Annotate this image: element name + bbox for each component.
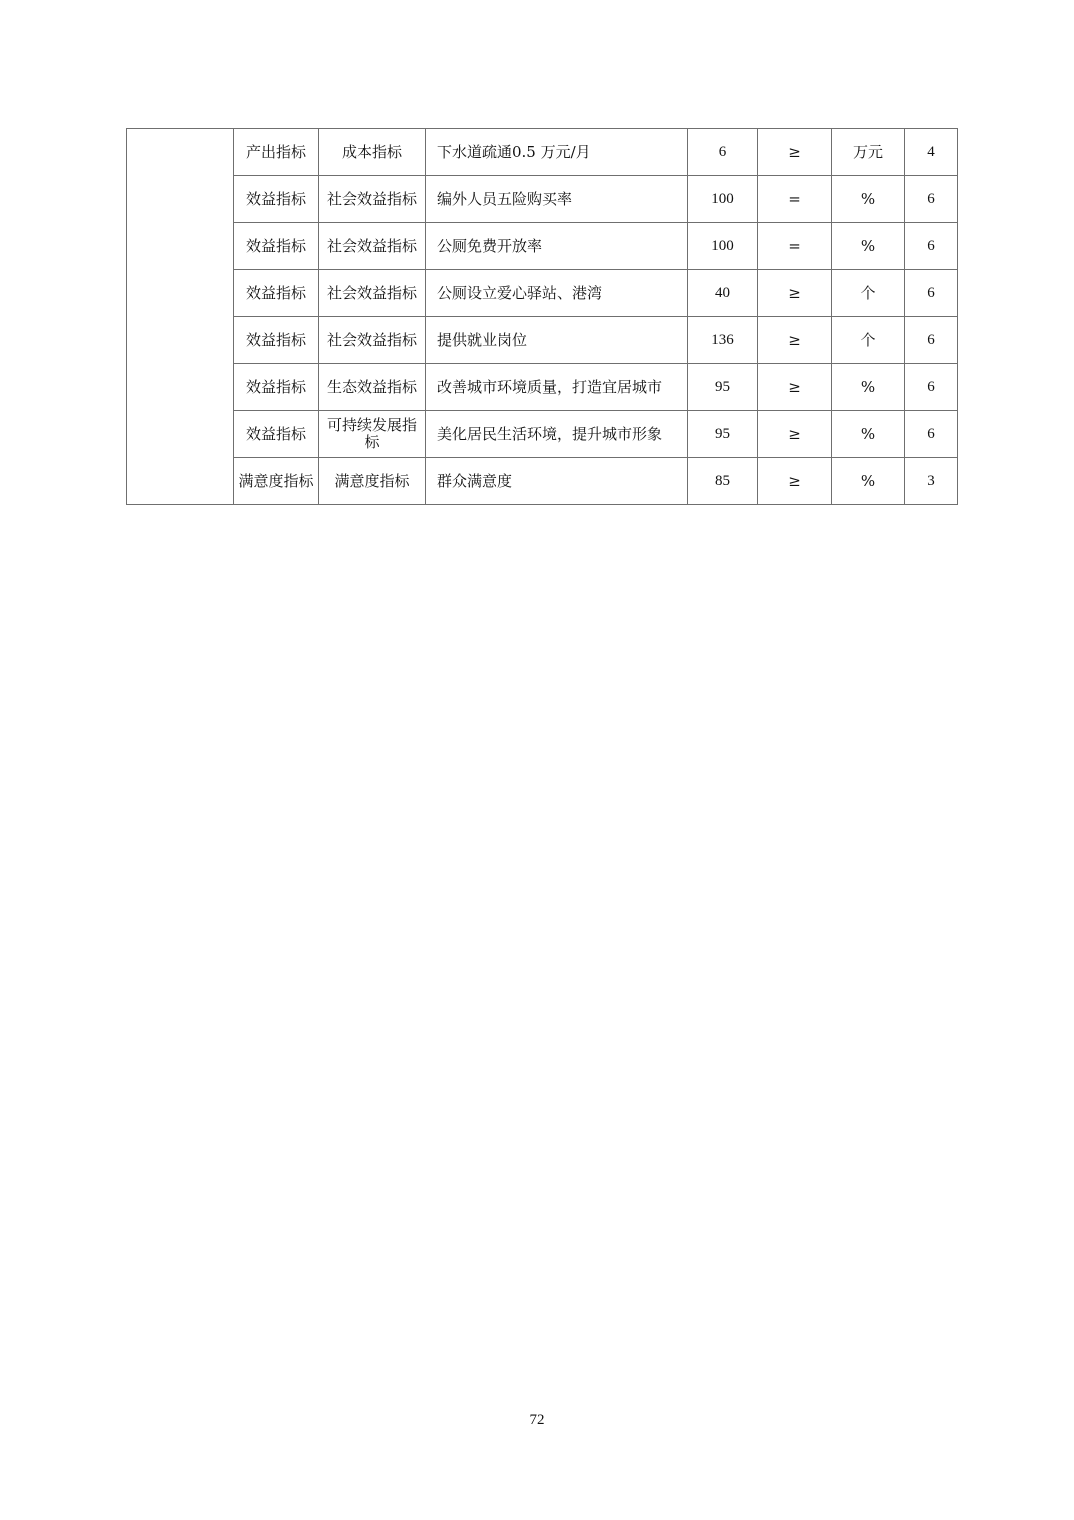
- table-row: [127, 223, 958, 270]
- unit-cell: %: [832, 411, 905, 458]
- level1-indicator-cell: 效益指标: [234, 270, 319, 317]
- target-value-cell: 100: [688, 223, 758, 270]
- score-cell: 6: [905, 364, 958, 411]
- level2-indicator-cell: 成本指标: [319, 129, 426, 176]
- level1-indicator-cell: 效益指标: [234, 317, 319, 364]
- indicator-description-cell: 公厕设立爱心驿站、港湾: [426, 270, 688, 317]
- target-value-cell: 85: [688, 458, 758, 505]
- operator-cell: =: [758, 176, 832, 223]
- operator-cell: ≥: [758, 364, 832, 411]
- indicator-description-cell: 公厕免费开放率: [426, 223, 688, 270]
- score-cell: 3: [905, 458, 958, 505]
- score-cell: 4: [905, 129, 958, 176]
- target-value-cell: 95: [688, 364, 758, 411]
- level1-indicator-cell: 效益指标: [234, 411, 319, 458]
- operator-cell: ≥: [758, 270, 832, 317]
- operator-cell: ≥: [758, 458, 832, 505]
- unit-cell: %: [832, 364, 905, 411]
- score-cell: 6: [905, 270, 958, 317]
- level1-indicator-cell: 满意度指标: [234, 458, 319, 505]
- level2-indicator-cell: 可持续发展指标: [319, 411, 426, 458]
- score-cell: 6: [905, 176, 958, 223]
- level1-indicator-cell: 效益指标: [234, 176, 319, 223]
- level1-indicator-cell: 产出指标: [234, 129, 319, 176]
- level1-indicator-cell: 效益指标: [234, 364, 319, 411]
- unit-cell: 万元: [832, 129, 905, 176]
- indicator-description-cell: 下水道疏通0.5 万元/月: [426, 129, 688, 176]
- level2-indicator-cell: 社会效益指标: [319, 176, 426, 223]
- merged-blank-cell: [127, 129, 234, 505]
- unit-cell: 个: [832, 317, 905, 364]
- level2-indicator-cell: 社会效益指标: [319, 270, 426, 317]
- indicator-description-cell: 美化居民生活环境，提升城市形象: [426, 411, 688, 458]
- target-value-cell: 6: [688, 129, 758, 176]
- target-value-cell: 95: [688, 411, 758, 458]
- level2-indicator-cell: 满意度指标: [319, 458, 426, 505]
- operator-cell: ≥: [758, 411, 832, 458]
- target-value-cell: 136: [688, 317, 758, 364]
- score-cell: 6: [905, 411, 958, 458]
- table-row: [127, 458, 958, 505]
- table-row: [127, 317, 958, 364]
- table-row: [127, 364, 958, 411]
- unit-cell: %: [832, 458, 905, 505]
- operator-cell: =: [758, 223, 832, 270]
- level2-indicator-cell: 社会效益指标: [319, 223, 426, 270]
- target-value-cell: 40: [688, 270, 758, 317]
- indicator-description-cell: 改善城市环境质量，打造宜居城市: [426, 364, 688, 411]
- table-row: [127, 176, 958, 223]
- operator-cell: ≥: [758, 129, 832, 176]
- score-cell: 6: [905, 223, 958, 270]
- level2-indicator-cell: 生态效益指标: [319, 364, 426, 411]
- indicator-description-cell: 群众满意度: [426, 458, 688, 505]
- table-row: [127, 129, 958, 176]
- indicator-description-cell: 编外人员五险购买率: [426, 176, 688, 223]
- level1-indicator-cell: 效益指标: [234, 223, 319, 270]
- unit-cell: 个: [832, 270, 905, 317]
- operator-cell: ≥: [758, 317, 832, 364]
- level2-indicator-cell: 社会效益指标: [319, 317, 426, 364]
- table-row: [127, 270, 958, 317]
- target-value-cell: 100: [688, 176, 758, 223]
- unit-cell: %: [832, 223, 905, 270]
- indicator-description-cell: 提供就业岗位: [426, 317, 688, 364]
- page-number: 72: [529, 1412, 545, 1428]
- performance-indicator-table: [126, 128, 958, 505]
- score-cell: 6: [905, 317, 958, 364]
- table-row: [127, 411, 958, 458]
- unit-cell: %: [832, 176, 905, 223]
